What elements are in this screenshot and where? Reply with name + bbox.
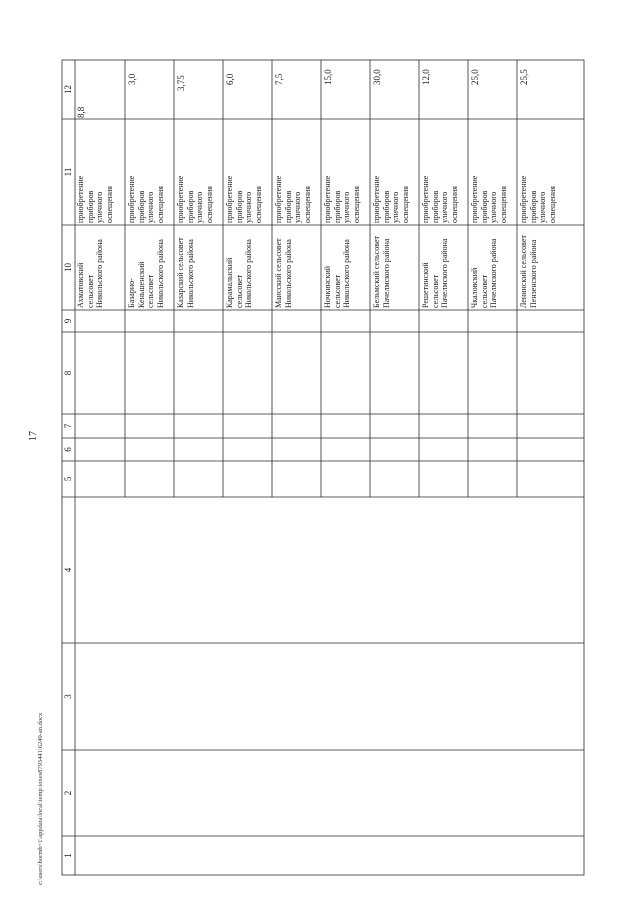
recipient-cell: Ленинский сельсовет Пензенского района	[519, 235, 538, 308]
purpose-cell: приобретение приборов уличного освещения	[421, 175, 459, 223]
column-number: 8	[63, 370, 73, 376]
purpose-cell: приобретение приборов уличного освещения	[519, 175, 557, 223]
column-number: 11	[63, 167, 73, 177]
column-number: 4	[63, 567, 73, 573]
recipient-cell: Маисский сельсовет Никольского района	[274, 238, 293, 308]
recipient-cell: Ахматовский сельсовет Никольского района	[76, 239, 105, 308]
recipient-cell: Чкаловский сельсовет Пачелмского района	[470, 238, 499, 308]
amount-cell: 7,5	[274, 73, 284, 85]
purpose-cell: приобретение приборов уличного освещения	[76, 175, 114, 223]
recipient-cell: Карамалыский сельсовет Никольского района	[225, 239, 254, 308]
recipient-cell: Казарский сельсовет Никольского района	[176, 237, 195, 308]
amount-cell: 30,0	[372, 69, 382, 85]
amount-cell: 25,0	[470, 69, 480, 85]
footer-file-path: c:\users\bormb~1\appdata\local\temp\ioxes8793441\6249-an.docx	[37, 712, 44, 885]
amount-cell: 3,0	[127, 73, 137, 85]
purpose-cell: приобретение приборов уличного освещения	[372, 175, 410, 223]
amount-cell: 8,8	[76, 106, 86, 118]
purpose-cell: приобретение приборов уличного освещения	[225, 175, 263, 223]
recipient-cell: Базарно- Кеньшенский сельсовет Никольского района	[127, 239, 165, 308]
amount-cell: 25,5	[519, 69, 529, 85]
purpose-cell: приобретение приборов уличного освещения	[274, 175, 312, 223]
column-number: 9	[63, 318, 73, 324]
purpose-cell: приобретение приборов уличного освещения	[176, 175, 214, 223]
purpose-cell: приобретение приборов уличного освещения	[470, 175, 508, 223]
recipient-cell: Ночкинский сельсовет Никольского района	[323, 239, 352, 308]
column-number: 7	[63, 423, 73, 429]
column-number: 10	[63, 263, 73, 272]
column-number: 3	[63, 694, 73, 699]
page-number: 17	[28, 431, 39, 441]
column-number: 1	[63, 853, 73, 858]
amount-cell: 3,75	[176, 75, 186, 91]
column-number: 2	[63, 790, 73, 796]
purpose-cell: приобретение приборов уличного освещения	[127, 175, 165, 223]
column-number: 6	[63, 447, 73, 452]
amount-cell: 12,0	[421, 69, 431, 85]
purpose-cell: приобретение приборов уличного освещения	[323, 175, 361, 223]
amount-cell: 15,0	[323, 69, 333, 85]
column-number: 12	[63, 85, 73, 94]
recipient-cell: Решетинский сельсовет Пачелмского района	[421, 238, 450, 308]
column-number: 5	[63, 476, 73, 482]
rotated-table	[62, 60, 584, 875]
amount-cell: 6,0	[225, 73, 235, 85]
recipient-cell: Бельмский сельсовет Пачелмского района	[372, 235, 391, 308]
